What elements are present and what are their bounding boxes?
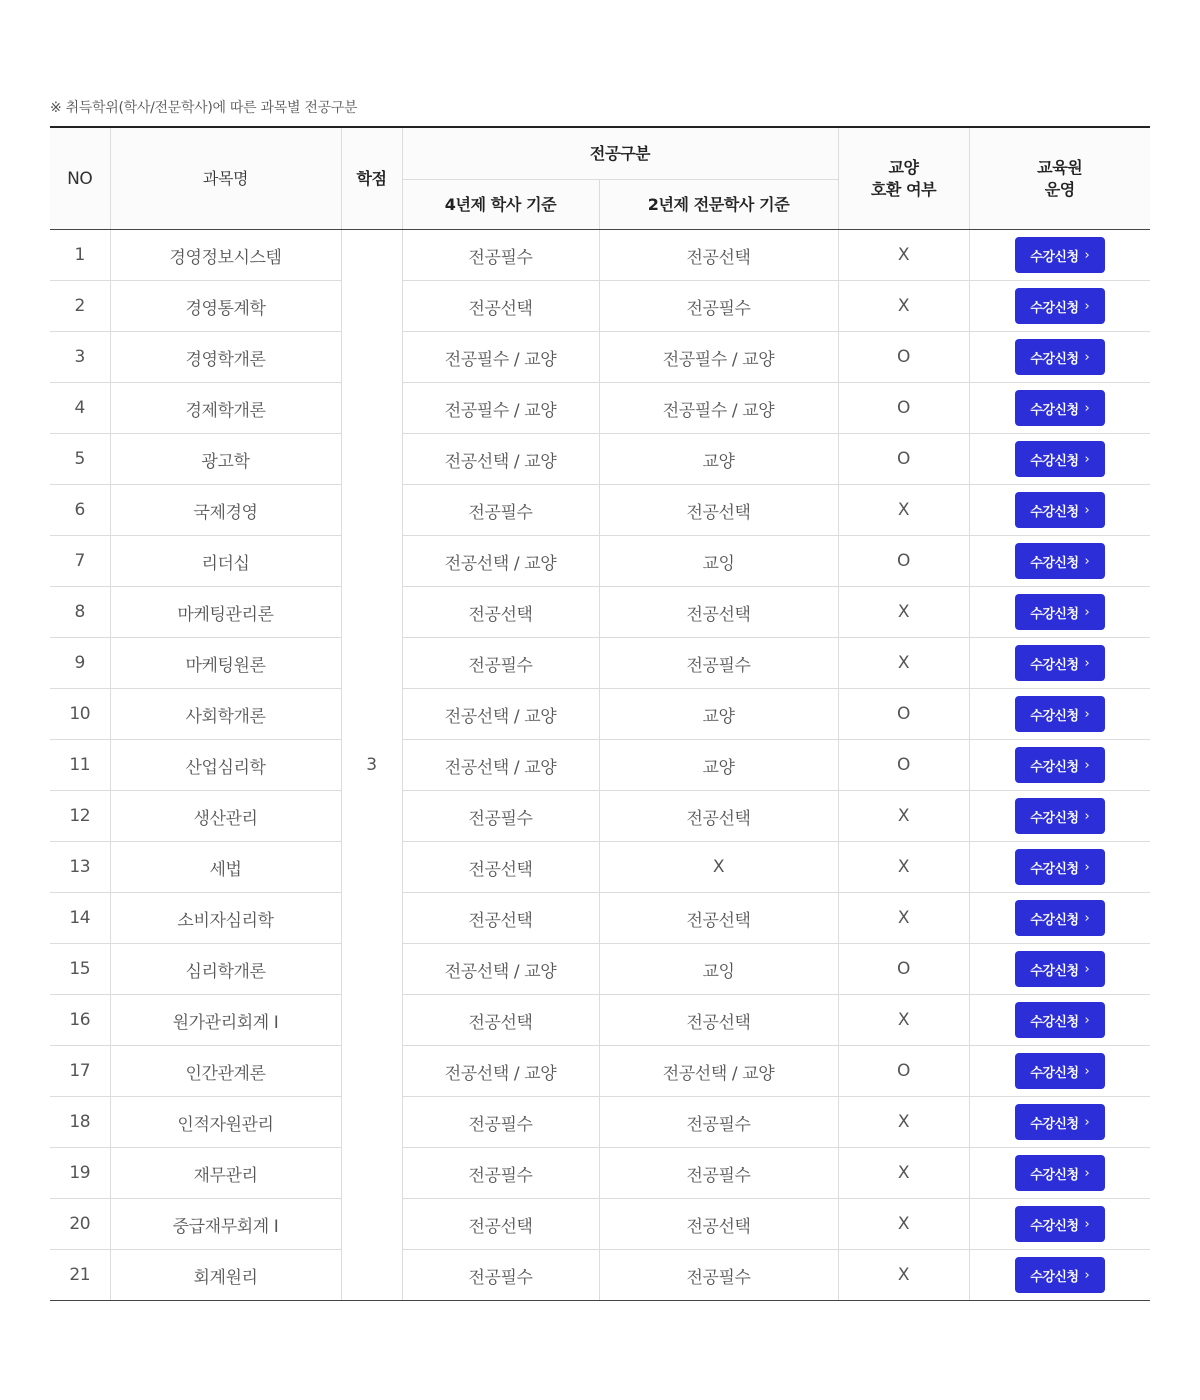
cell-liberal-compat: O [838,536,969,587]
header-course-name: 과목명 [110,127,341,230]
cell-associate-2year: 전공선택 [599,230,838,281]
enroll-button-label: 수강신청 [1030,1116,1079,1132]
chevron-right-icon: › [1084,502,1090,518]
enroll-button[interactable] [1015,594,1105,630]
enroll-button[interactable] [1015,951,1105,987]
header-associate-2year: 2년제 전문학사 기준 [599,180,838,230]
chevron-right-icon: › [1084,1063,1090,1079]
cell-no: 13 [50,842,110,893]
enroll-button-label: 수강신청 [1030,1167,1079,1183]
cell-liberal-compat: O [838,740,969,791]
cell-associate-2year: 전공선택 [599,995,838,1046]
cell-liberal-compat: X [838,791,969,842]
cell-enroll [969,638,1150,689]
header-major-group: 전공구분 [402,127,838,180]
cell-course-name: 경영정보시스템 [110,230,341,281]
cell-bachelor-4year: 전공선택 [402,893,599,944]
table-row [50,791,1150,842]
cell-credit: 3 [341,230,402,1301]
table-row [50,1250,1150,1301]
cell-course-name: 마케팅원론 [110,638,341,689]
cell-liberal-compat: X [838,1250,969,1301]
cell-liberal-compat: X [838,1148,969,1199]
cell-associate-2year: 교양 [599,689,838,740]
chevron-right-icon: › [1084,1114,1090,1130]
enroll-button-label: 수강신청 [1030,453,1079,469]
enroll-button[interactable] [1015,645,1105,681]
cell-enroll [969,587,1150,638]
cell-liberal-compat: X [838,281,969,332]
cell-course-name: 사회학개론 [110,689,341,740]
table-row [50,1046,1150,1097]
cell-liberal-compat: X [838,1097,969,1148]
cell-bachelor-4year: 전공필수 [402,1250,599,1301]
cell-bachelor-4year: 전공선택 [402,1199,599,1250]
cell-no: 15 [50,944,110,995]
table-row [50,689,1150,740]
cell-enroll [969,1046,1150,1097]
enroll-button-label: 수강신청 [1030,249,1079,265]
cell-bachelor-4year: 전공선택 / 교양 [402,689,599,740]
table-row [50,893,1150,944]
enroll-button-label: 수강신청 [1030,963,1079,979]
cell-liberal-compat: X [838,995,969,1046]
cell-associate-2year: 전공필수 [599,281,838,332]
cell-bachelor-4year: 전공필수 / 교양 [402,332,599,383]
cell-no: 3 [50,332,110,383]
header-liberal-line1: 교양 [888,157,919,177]
enroll-button[interactable] [1015,441,1105,477]
cell-no: 16 [50,995,110,1046]
cell-enroll [969,893,1150,944]
table-row [50,434,1150,485]
chevron-right-icon: › [1084,1012,1090,1028]
cell-bachelor-4year: 전공선택 / 교양 [402,434,599,485]
cell-associate-2year: 교양 [599,434,838,485]
enroll-button[interactable] [1015,798,1105,834]
header-bachelor-4year: 4년제 학사 기준 [402,180,599,230]
enroll-button[interactable] [1015,747,1105,783]
cell-liberal-compat: X [838,485,969,536]
cell-enroll [969,485,1150,536]
enroll-button-label: 수강신청 [1030,504,1079,520]
chevron-right-icon: › [1084,349,1090,365]
enroll-button-label: 수강신청 [1030,606,1079,622]
cell-enroll [969,1199,1150,1250]
table-row [50,842,1150,893]
cell-associate-2year: 전공선택 [599,485,838,536]
cell-associate-2year: 전공선택 [599,791,838,842]
enroll-button[interactable] [1015,339,1105,375]
cell-no: 6 [50,485,110,536]
cell-course-name: 생산관리 [110,791,341,842]
cell-no: 5 [50,434,110,485]
cell-bachelor-4year: 전공선택 [402,587,599,638]
table-row [50,587,1150,638]
cell-associate-2year: 전공필수 [599,1097,838,1148]
cell-course-name: 국제경영 [110,485,341,536]
cell-bachelor-4year: 전공필수 [402,230,599,281]
cell-enroll [969,1148,1150,1199]
table-header [50,127,1150,230]
header-liberal-line2: 호환 여부 [870,179,937,199]
table-row [50,1148,1150,1199]
cell-associate-2year: 전공선택 [599,587,838,638]
chevron-right-icon: › [1084,910,1090,926]
enroll-button[interactable] [1015,492,1105,528]
cell-course-name: 산업심리학 [110,740,341,791]
chevron-right-icon: › [1084,553,1090,569]
cell-course-name: 심리학개론 [110,944,341,995]
cell-enroll [969,434,1150,485]
cell-enroll [969,842,1150,893]
chevron-right-icon: › [1084,298,1090,314]
cell-bachelor-4year: 전공선택 / 교양 [402,740,599,791]
cell-course-name: 마케팅관리론 [110,587,341,638]
cell-no: 21 [50,1250,110,1301]
header-no: NO [50,127,110,230]
cell-course-name: 인간관계론 [110,1046,341,1097]
cell-course-name: 인적자원관리 [110,1097,341,1148]
table-body [50,230,1150,1301]
cell-bachelor-4year: 전공선택 / 교양 [402,944,599,995]
enroll-button-label: 수강신청 [1030,1269,1079,1285]
enroll-button-label: 수강신청 [1030,1218,1079,1234]
header-operation-line1: 교육원 [1037,157,1083,177]
table-row [50,740,1150,791]
cell-no: 1 [50,230,110,281]
table-row [50,1097,1150,1148]
cell-no: 11 [50,740,110,791]
cell-course-name: 재무관리 [110,1148,341,1199]
enroll-button[interactable] [1015,1155,1105,1191]
table-caption-note: ※ 취득학위(학사/전문학사)에 따른 과목별 전공구분 [50,100,358,116]
enroll-button-label: 수강신청 [1030,300,1079,316]
enroll-button[interactable] [1015,900,1105,936]
chevron-right-icon: › [1084,1165,1090,1181]
header-liberal-arts-compat [838,127,969,230]
chevron-right-icon: › [1084,859,1090,875]
cell-associate-2year: 전공선택 [599,1199,838,1250]
cell-associate-2year: X [599,842,838,893]
cell-course-name: 경영통계학 [110,281,341,332]
cell-bachelor-4year: 전공선택 [402,995,599,1046]
cell-no: 14 [50,893,110,944]
course-table [50,126,1150,1301]
cell-liberal-compat: X [838,842,969,893]
cell-course-name: 원가관리회계 I [110,995,341,1046]
table-row [50,1199,1150,1250]
enroll-button[interactable] [1015,1257,1105,1293]
cell-associate-2year: 교잉 [599,536,838,587]
enroll-button-label: 수강신청 [1030,1065,1079,1081]
cell-no: 18 [50,1097,110,1148]
cell-no: 17 [50,1046,110,1097]
cell-associate-2year: 전공선택 / 교양 [599,1046,838,1097]
chevron-right-icon: › [1084,655,1090,671]
cell-no: 20 [50,1199,110,1250]
cell-liberal-compat: O [838,332,969,383]
cell-enroll [969,1097,1150,1148]
cell-no: 8 [50,587,110,638]
cell-enroll [969,944,1150,995]
cell-associate-2year: 전공필수 [599,1250,838,1301]
enroll-button[interactable] [1015,696,1105,732]
enroll-button[interactable] [1015,390,1105,426]
cell-associate-2year: 교잉 [599,944,838,995]
cell-enroll [969,536,1150,587]
enroll-button[interactable] [1015,1002,1105,1038]
enroll-button-label: 수강신청 [1030,1014,1079,1030]
cell-liberal-compat: X [838,230,969,281]
cell-enroll [969,791,1150,842]
chevron-right-icon: › [1084,400,1090,416]
chevron-right-icon: › [1084,961,1090,977]
cell-enroll [969,230,1150,281]
table-row [50,230,1150,281]
cell-no: 9 [50,638,110,689]
table-row [50,944,1150,995]
enroll-button-label: 수강신청 [1030,810,1079,826]
cell-no: 10 [50,689,110,740]
enroll-button-label: 수강신청 [1030,912,1079,928]
cell-course-name: 중급재무회계 I [110,1199,341,1250]
enroll-button-label: 수강신청 [1030,861,1079,877]
cell-enroll [969,740,1150,791]
cell-liberal-compat: X [838,638,969,689]
cell-bachelor-4year: 전공필수 [402,791,599,842]
cell-bachelor-4year: 전공선택 / 교양 [402,536,599,587]
cell-bachelor-4year: 전공선택 / 교양 [402,1046,599,1097]
header-operation [969,127,1150,230]
cell-enroll [969,689,1150,740]
cell-enroll [969,383,1150,434]
enroll-button-label: 수강신청 [1030,759,1079,775]
chevron-right-icon: › [1084,808,1090,824]
cell-course-name: 경영학개론 [110,332,341,383]
cell-no: 2 [50,281,110,332]
table-row [50,995,1150,1046]
table-row [50,485,1150,536]
cell-associate-2year: 교양 [599,740,838,791]
cell-bachelor-4year: 전공필수 [402,1148,599,1199]
chevron-right-icon: › [1084,451,1090,467]
enroll-button-label: 수강신청 [1030,555,1079,571]
chevron-right-icon: › [1084,1216,1090,1232]
table-row [50,332,1150,383]
cell-liberal-compat: X [838,587,969,638]
cell-associate-2year: 전공선택 [599,893,838,944]
enroll-button[interactable] [1015,849,1105,885]
chevron-right-icon: › [1084,706,1090,722]
chevron-right-icon: › [1084,757,1090,773]
enroll-button-label: 수강신청 [1030,402,1079,418]
cell-liberal-compat: O [838,689,969,740]
enroll-button[interactable] [1015,237,1105,273]
cell-course-name: 리더십 [110,536,341,587]
cell-bachelor-4year: 전공필수 / 교양 [402,383,599,434]
cell-no: 19 [50,1148,110,1199]
cell-liberal-compat: O [838,944,969,995]
enroll-button[interactable] [1015,543,1105,579]
cell-liberal-compat: O [838,383,969,434]
cell-course-name: 세법 [110,842,341,893]
cell-bachelor-4year: 전공선택 [402,281,599,332]
table-row [50,281,1150,332]
cell-course-name: 광고학 [110,434,341,485]
cell-associate-2year: 전공필수 [599,1148,838,1199]
enroll-button-label: 수강신청 [1030,708,1079,724]
cell-course-name: 회계원리 [110,1250,341,1301]
chevron-right-icon: › [1084,247,1090,263]
enroll-button-label: 수강신청 [1030,351,1079,367]
enroll-button[interactable] [1015,1104,1105,1140]
cell-no: 4 [50,383,110,434]
cell-enroll [969,281,1150,332]
cell-associate-2year: 전공필수 / 교양 [599,332,838,383]
cell-bachelor-4year: 전공필수 [402,638,599,689]
header-credit: 학점 [341,127,402,230]
cell-bachelor-4year: 전공선택 [402,842,599,893]
cell-enroll [969,332,1150,383]
cell-no: 7 [50,536,110,587]
cell-liberal-compat: O [838,434,969,485]
cell-course-name: 소비자심리학 [110,893,341,944]
cell-liberal-compat: O [838,1046,969,1097]
cell-bachelor-4year: 전공필수 [402,485,599,536]
cell-associate-2year: 전공필수 [599,638,838,689]
header-operation-line2: 운영 [1044,179,1075,199]
table-row [50,638,1150,689]
enroll-button[interactable] [1015,1053,1105,1089]
cell-liberal-compat: X [838,1199,969,1250]
cell-liberal-compat: X [838,893,969,944]
cell-course-name: 경제학개론 [110,383,341,434]
enroll-button[interactable] [1015,288,1105,324]
chevron-right-icon: › [1084,604,1090,620]
cell-no: 12 [50,791,110,842]
cell-enroll [969,1250,1150,1301]
cell-enroll [969,995,1150,1046]
cell-associate-2year: 전공필수 / 교양 [599,383,838,434]
enroll-button-label: 수강신청 [1030,657,1079,673]
table-row [50,536,1150,587]
cell-bachelor-4year: 전공필수 [402,1097,599,1148]
table-row [50,383,1150,434]
enroll-button[interactable] [1015,1206,1105,1242]
chevron-right-icon: › [1084,1267,1090,1283]
